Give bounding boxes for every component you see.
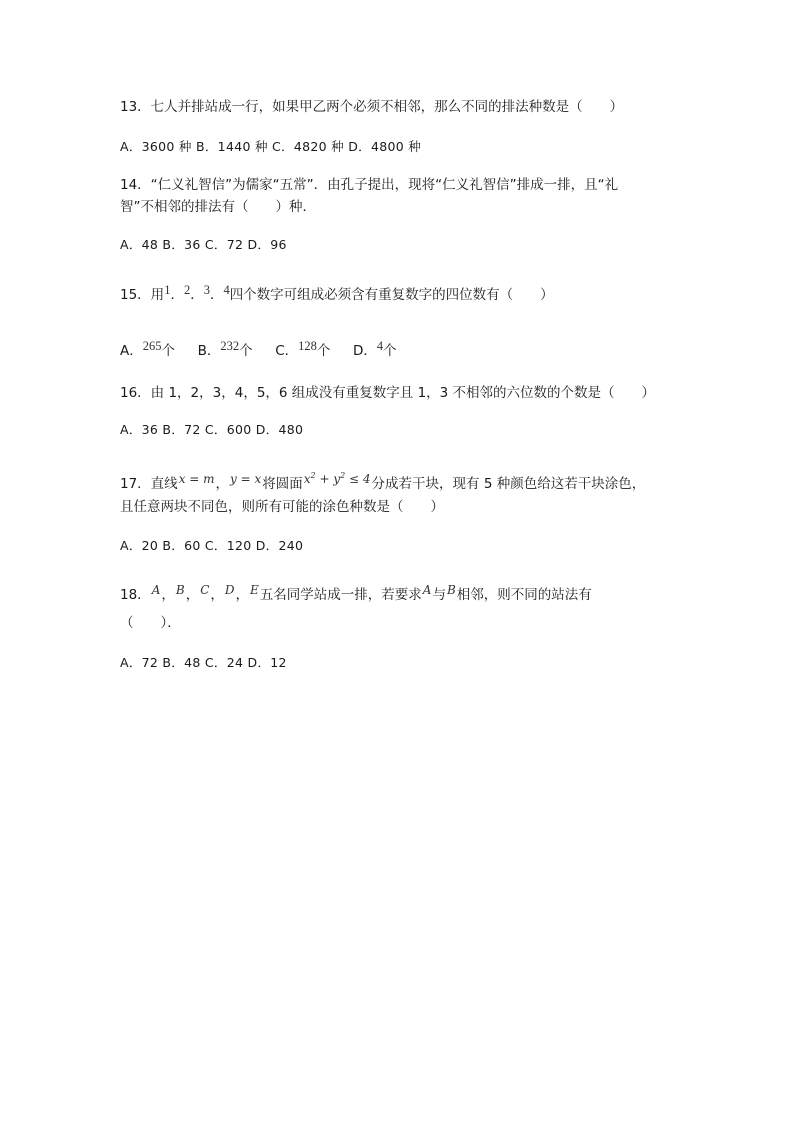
- question-18-stem-line2: （ ）．: [120, 615, 181, 631]
- q18-var-C: C: [200, 583, 210, 597]
- question-16-stem: 16．由 1，2，3，4，5，6 组成没有重复数字且 1，3 不相邻的六位数的个数是（ ）: [120, 385, 656, 401]
- q18-prefix: 18．: [120, 587, 151, 603]
- q15-unit: 个: [161, 343, 175, 359]
- question-16-options: A．36 B．72 C．600 D．480: [120, 422, 304, 437]
- q18-var-B-ref: B: [446, 583, 456, 597]
- q18-var-B: B: [175, 583, 185, 597]
- q17-math-circle: $x^2 + y^2 \le 4$: [303, 471, 371, 486]
- q15-optD-value: 4: [376, 339, 384, 353]
- question-17-options: A．20 B．60 C．120 D．240: [120, 538, 304, 553]
- question-14-stem-line2: 智”不相邻的排法有（ ）种．: [120, 199, 316, 215]
- question-15-options: [120, 339, 700, 360]
- q15-digit-2: 2: [183, 283, 191, 297]
- q17-suffix: 分成若干块，现有 5 种颜色给这若干块涂色，: [371, 476, 646, 492]
- q17-mid: 将圆面: [262, 476, 303, 492]
- q18-var-A-ref: A: [422, 583, 432, 597]
- q18-mid2: 与: [432, 587, 446, 603]
- q15-digit-4: 4: [223, 283, 230, 297]
- question-18-stem-line1: 18．A，B，C，D，E五名同学站成一排，若要求A与B相邻，则不同的站法有: [120, 583, 592, 603]
- q15-unit: 个: [316, 343, 331, 359]
- q15-optA-value: 265: [142, 339, 162, 353]
- q15-unit: 个: [239, 343, 253, 359]
- question-17-stem-line2: 且任意两块不同色，则所有可能的涂色种数是（ ）: [120, 499, 444, 515]
- q18-suffix: 相邻，则不同的站法有: [456, 587, 592, 603]
- q17-prefix: 17．直线: [120, 476, 178, 492]
- q17-math-line-y: y = x: [230, 472, 262, 486]
- q18-mid: 五名同学站成一排，若要求: [259, 587, 422, 603]
- q15-digit-1: 1: [164, 283, 171, 297]
- q15-optB-value: 232: [220, 339, 240, 353]
- question-13-options: A．3600 种 B．1440 种 C．4820 种 D．4800 种: [120, 139, 422, 154]
- q15-suffix: 四个数字可组成必须含有重复数字的四位数有（ ）: [229, 287, 554, 303]
- question-14-stem-line1: 14．“仁义礼智信”为儒家“五常”．由孔子提出，现将“仁义礼智信”排成一排，且“礼: [120, 177, 619, 193]
- question-14-options: A．48 B．36 C．72 D．96: [120, 237, 287, 252]
- question-18-options: A．72 B．48 C．24 D．12: [120, 655, 287, 670]
- q15-unit: 个: [383, 343, 397, 359]
- q15-prefix: 15．用: [120, 287, 165, 303]
- question-13-stem: 13．七人并排站成一行，如果甲乙两个必须不相邻，那么不同的排法种数是（ ）: [120, 99, 624, 115]
- q15-digit-3: 3: [203, 283, 210, 297]
- q17-comma: ，: [215, 476, 230, 492]
- question-17-stem-line1: [120, 472, 700, 493]
- q17-math-line-x: x = m: [178, 472, 215, 486]
- q15-optC-label: C．: [275, 343, 299, 359]
- q15-sep: ．: [209, 287, 224, 303]
- q18-var-A: A: [151, 583, 161, 597]
- q18-var-D: D: [224, 583, 235, 597]
- q15-optB-label: B．: [197, 343, 221, 359]
- question-15-stem: [120, 283, 700, 304]
- q18-var-E: E: [250, 583, 259, 597]
- q15-sep: ．: [170, 287, 184, 303]
- q15-sep: ．: [190, 287, 204, 303]
- q15-optA-label: A．: [120, 343, 143, 359]
- q15-optC-value: 128: [298, 339, 317, 353]
- q15-optD-label: D．: [352, 343, 377, 359]
